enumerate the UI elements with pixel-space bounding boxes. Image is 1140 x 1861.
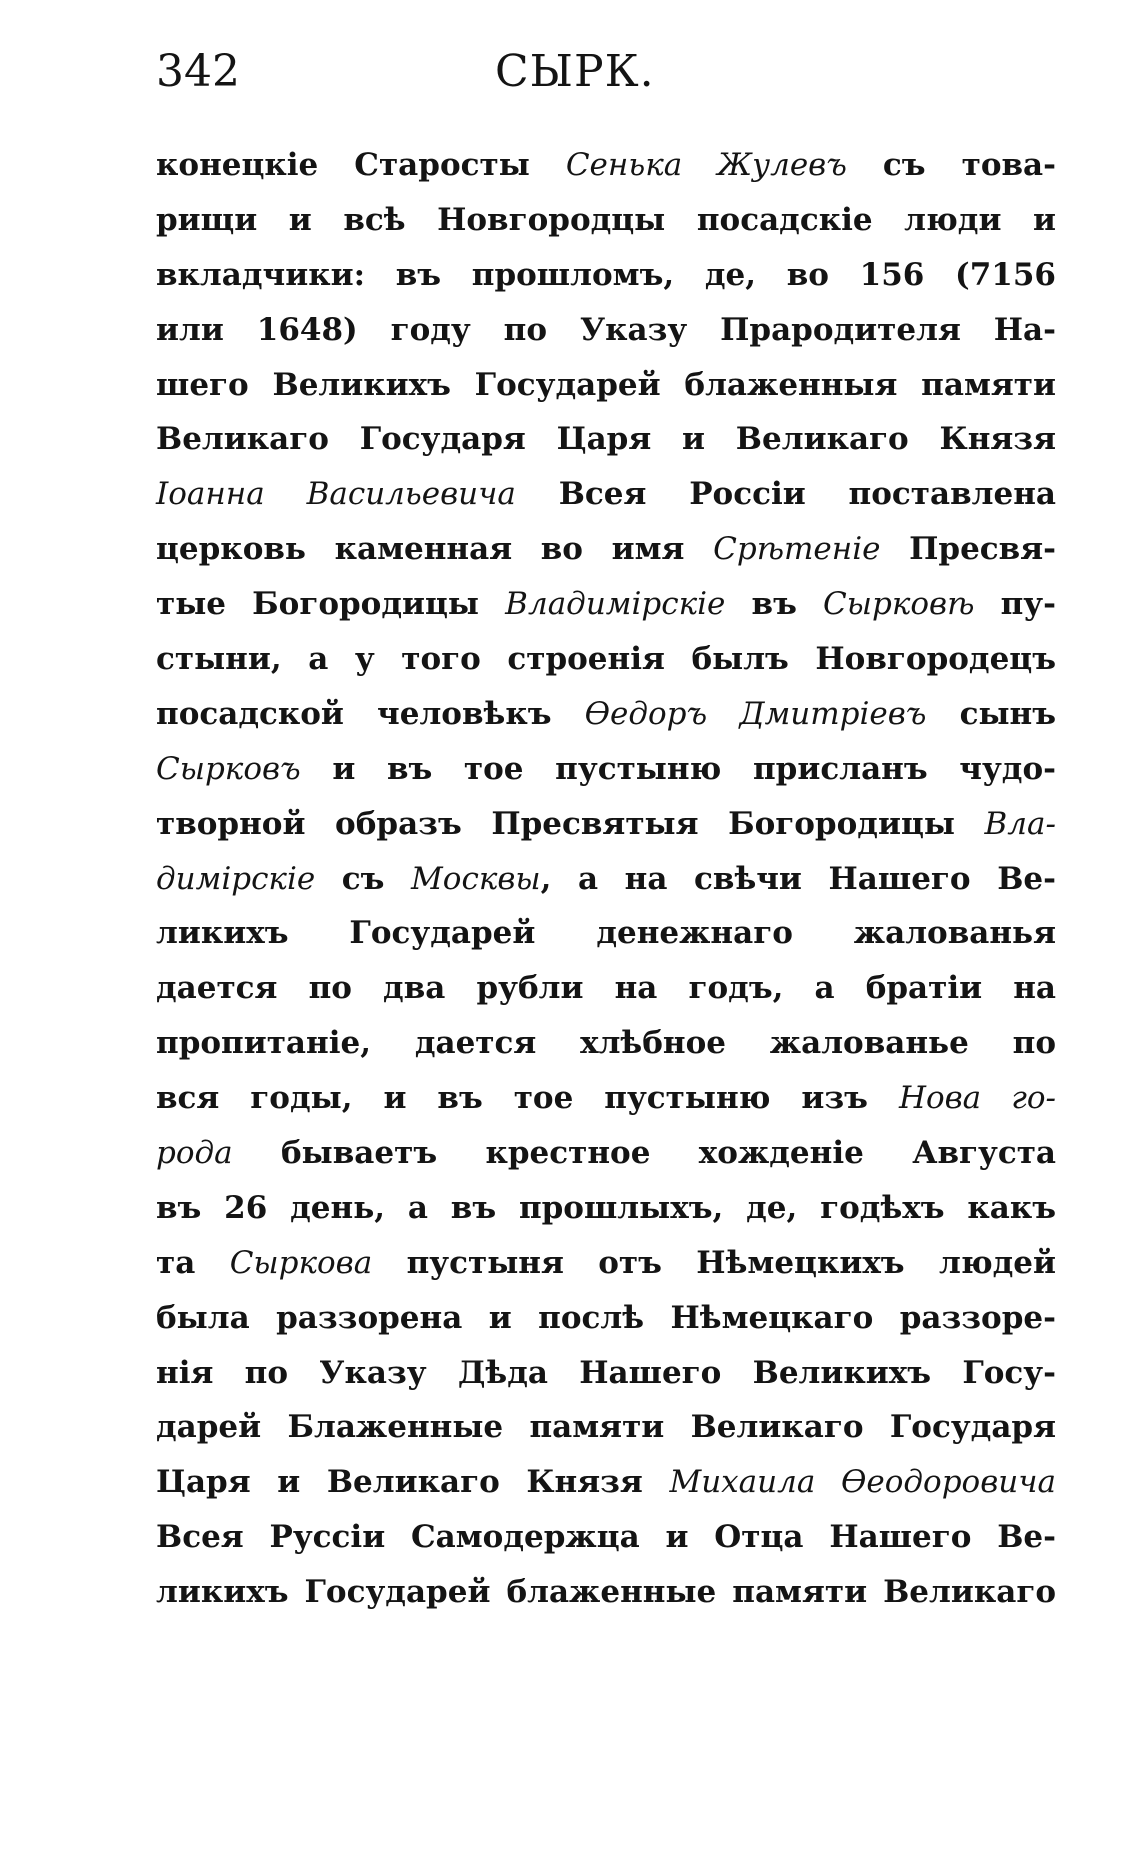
text-run: нія по Указу Дѣда Нашего Великихъ Госу- [156,1354,1056,1391]
text-line [156,687,1056,742]
text-run: Всея Россіи поставлена [515,476,1056,513]
text-run: Царя и Великаго Князя [156,1464,670,1501]
text-line [156,906,1056,961]
text-run: Великаго Государя Царя и Великаго Князя [156,421,1056,458]
text-run: пу- [974,586,1057,623]
text-run: ликихъ Государей денежнаго жалованья [156,915,1056,952]
italic-run: Іоанна Васильевича [156,476,516,513]
italic-run: рода [156,1135,233,1172]
italic-run: Москвы [411,860,541,897]
text-line [156,577,1056,632]
text-line [156,1510,1056,1565]
italic-run: Сыркова [229,1244,373,1281]
text-run: дарей Блаженные памяти Великаго Государя [156,1409,1056,1446]
italic-run: Срѣтеніе [713,531,881,568]
text-line [156,1126,1056,1181]
text-run: ликихъ Государей блаженные памяти Великаго [156,1574,1056,1611]
text-line [156,797,1056,852]
text-run: пропитаніе, дается хлѣбное жалованье по [156,1025,1056,1062]
text-run: съ [315,860,412,897]
running-head: СЫРК. [495,46,655,97]
text-line [156,248,1056,303]
text-run: творной образъ Пресвятыя Богородицы [156,805,985,842]
text-run: стыни, а у того строенія былъ Новгородецъ [156,641,1056,678]
italic-run: Вла- [984,805,1056,842]
text-line [156,138,1056,193]
italic-run: Сенька Жулевъ [565,147,847,183]
text-line [156,1455,1056,1510]
italic-run: Ѳедоръ Дмитріевъ [584,695,927,732]
text-line [156,961,1056,1016]
italic-run: Сырковѣ [823,586,975,623]
text-run: сынъ [926,695,1056,732]
text-run: пустыня отъ Нѣмецкихъ людей [372,1244,1056,1281]
text-run: бываетъ крестное хожденіе Августа [232,1135,1056,1172]
text-line [156,1565,1056,1620]
italic-run: Сырковъ [156,750,301,787]
text-line [156,467,1056,522]
text-run: вкладчики: въ прошломъ, де, во 156 (7156 [156,256,1056,293]
italic-run: Михаила Ѳеодоровича [669,1464,1056,1501]
italic-run: димірскіе [156,860,316,897]
text-run: съ това- [846,147,1056,183]
text-run: церковь каменная во имя [156,531,714,568]
text-run: рищи и всѣ Новгородцы посадскіе люди и [156,201,1056,238]
text-line [156,1236,1056,1291]
text-run: шего Великихъ Государей блаженныя памяти [156,366,1056,403]
text-line [156,303,1056,358]
text-line [156,1400,1056,1455]
text-run: дается по два рубли на годъ, а братіи на [156,970,1056,1007]
text-line [156,1016,1056,1071]
text-run: Всея Руссіи Самодержца и Отца Нашего Ве- [156,1519,1056,1556]
text-run: , а на свѣчи Нашего Ве- [540,860,1056,897]
text-run: и въ тое пустыню присланъ чудо- [300,750,1056,787]
text-line [156,1181,1056,1236]
page-header [0,42,1140,106]
text-line [156,193,1056,248]
text-line [156,742,1056,797]
page-number: 342 [156,46,240,97]
italic-run: Владимірскіе [505,586,726,623]
text-line [156,1291,1056,1346]
text-run: въ 26 день, а въ прошлыхъ, де, годѣхъ какъ [156,1189,1056,1226]
text-line [156,522,1056,577]
text-run: посадской человѣкъ [156,695,585,732]
text-run: была раззорена и послѣ Нѣмецкаго раззоре- [156,1299,1056,1336]
text-run: тые Богородицы [156,586,506,623]
text-line [156,852,1056,907]
text-run: конецкіе Старосты [156,147,566,183]
text-run: та [156,1244,230,1281]
text-line [156,1346,1056,1401]
text-run: въ [725,586,824,623]
text-line [156,1071,1056,1126]
text-line [156,358,1056,413]
body-text [156,138,1056,1620]
italic-run: Нова го- [898,1080,1056,1117]
text-run: или 1648) году по Указу Прародителя На- [156,311,1056,348]
text-line [156,632,1056,687]
text-line [156,412,1056,467]
text-run: Пресвя- [880,531,1056,568]
text-run: вся годы, и въ тое пустыню изъ [156,1080,899,1117]
